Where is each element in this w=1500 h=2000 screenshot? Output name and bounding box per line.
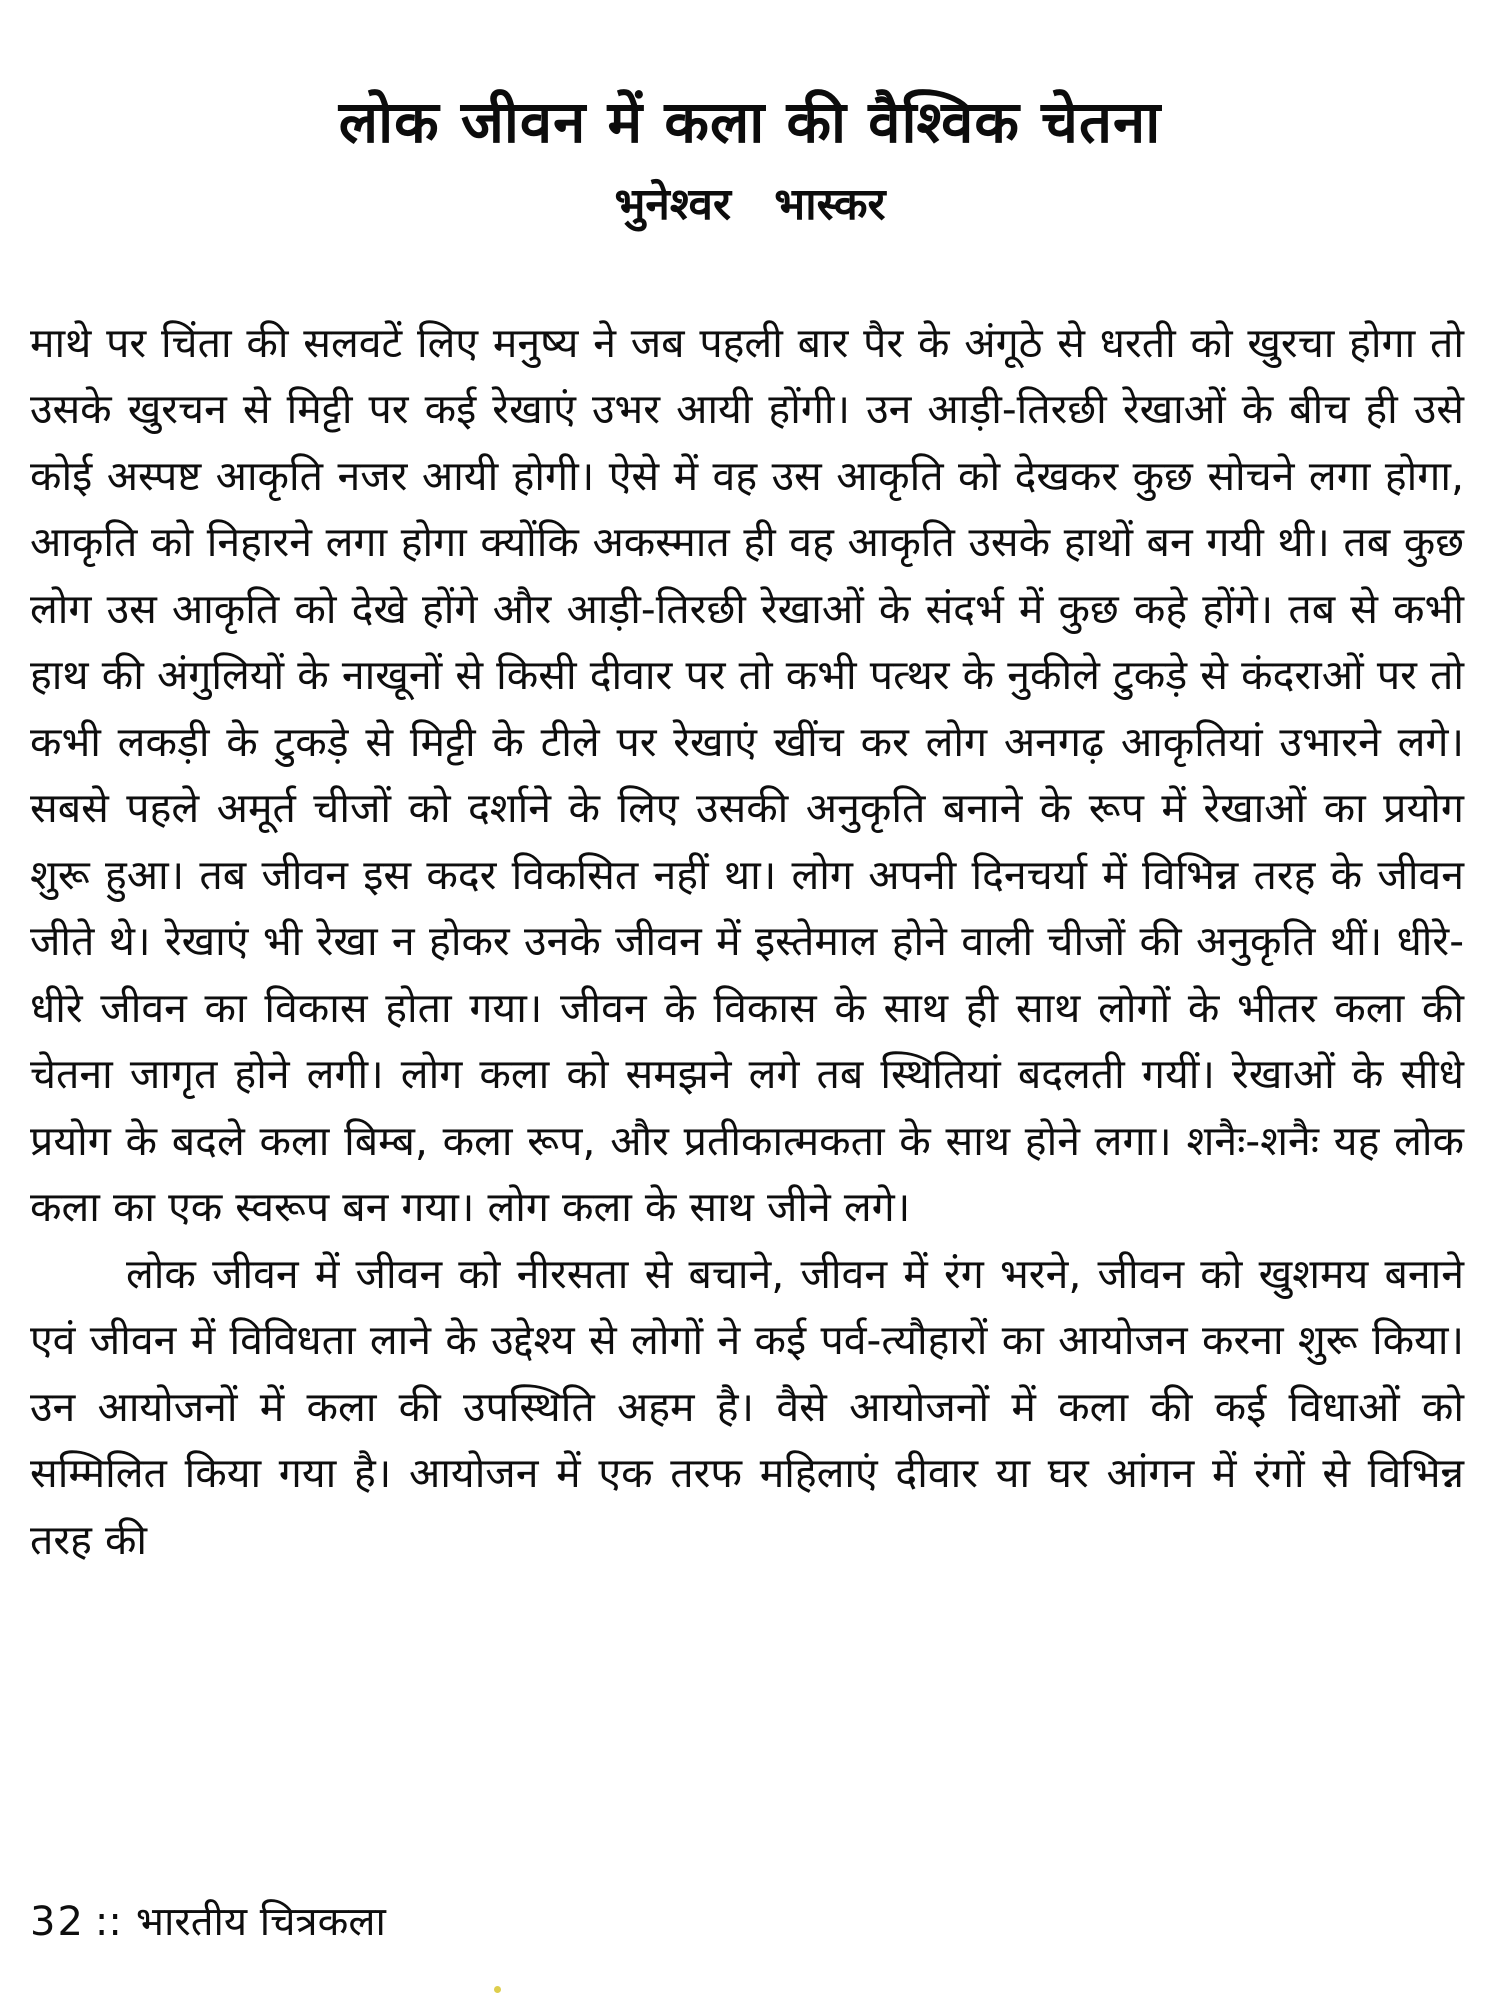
article-body	[30, 310, 1464, 1574]
footer-separator: ::	[94, 1899, 122, 1945]
book-title: भारतीय चित्रकला	[135, 1899, 386, 1945]
article-title: लोक जीवन में कला की वैश्विक चेतना	[338, 88, 1162, 156]
author-name: भुनेश्वर भास्कर	[614, 178, 886, 230]
scan-artifact-dot	[494, 1986, 501, 1993]
page-footer	[30, 1892, 386, 1947]
paragraph-2: लोक जीवन में जीवन को नीरसता से बचाने, जीवन में रंग भरने, जीवन को खुशमय बनाने एवं जीवन में विविधता लाने के उद्देश्य से लोगों ने कई पर्व-त्यौहारों का आयोजन करना शुरू किया। उन आयोजनों में कला की उपस्थिति अहम है। वैसे आयोजनों में कला की कई विधाओं को सम्मिलित किया गया है। आयोजन में एक तरफ महिलाएं दीवार या घर आंगन में रंगों से विभिन्न तरह की	[30, 1249, 1464, 1564]
paragraph-1: माथे पर चिंता की सलवटें लिए मनुष्य ने जब पहली बार पैर के अंगूठे से धरती को खुरचा होगा तो उसके खुरचन से मिट्टी पर कई रेखाएं उभर आयी होंगी। उन आड़ी-तिरछी रेखाओं के बीच ही उसे कोई अस्पष्ट आकृति नजर आयी होगी। ऐसे में वह उस आकृति को देखकर कुछ सोचने लगा होगा, आकृति को निहारने लगा होगा क्योंकि अकस्मात ही वह आकृति उसके हाथों बन गयी थी। तब कुछ लोग उस आकृति को देखे होंगे और आड़ी-तिरछी रेखाओं के संदर्भ में कुछ कहे होंगे। तब से कभी हाथ की अंगुलियों के नाखूनों से किसी दीवार पर तो कभी पत्थर के नुकीले टुकड़े से कंदराओं पर तो कभी लकड़ी के टुकड़े से मिट्टी के टीले पर रेखाएं खींच कर लोग अनगढ़ आकृतियां उभारने लगे। सबसे पहले अमूर्त चीजों को दर्शाने के लिए उसकी अनुकृति बनाने के रूप में रेखाओं का प्रयोग शुरू हुआ। तब जीवन इस कदर विकसित नहीं था। लोग अपनी दिनचर्या में विभिन्न तरह के जीवन जीते थे। रेखाएं भी रेखा न होकर उनके जीवन में इस्तेमाल होने वाली चीजों की अनुकृति थीं। धीरे-धीरे जीवन का विकास होता गया। जीवन के विकास के साथ ही साथ लोगों के भीतर कला की चेतना जागृत होने लगी। लोग कला को समझने लगे तब स्थितियां बदलती गयीं। रेखाओं के सीधे प्रयोग के बदले कला बिम्ब, कला रूप, और प्रतीकात्मकता के साथ होने लगा। शनैः-शनैः यह लोक कला का एक स्वरूप बन गया। लोग कला के साथ जीने लगे।	[30, 318, 1464, 1232]
page-number: 32	[30, 1899, 85, 1945]
